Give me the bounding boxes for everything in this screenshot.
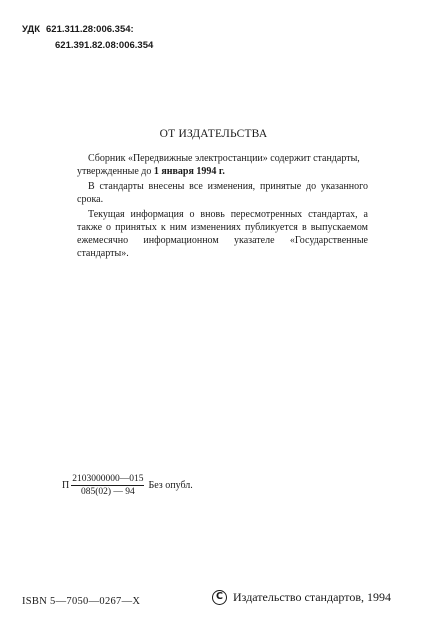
page-heading: ОТ ИЗДАТЕЛЬСТВА	[159, 128, 268, 140]
isbn: ISBN 5—7050—0267—X	[22, 596, 141, 607]
code-fraction	[71, 473, 144, 498]
udk-code-1: 621.311.28:006.354:	[46, 24, 134, 35]
code-letter: П	[62, 480, 70, 491]
approval-date: 1 января 1994 г.	[153, 166, 225, 177]
code-note: Без опубл.	[148, 480, 193, 491]
code-denominator: 085(02) — 94	[80, 487, 135, 497]
paragraph-1-line-a: Сборник «Передвижные электростанции» содержит стандарты,	[88, 153, 360, 164]
copyright-icon: C	[212, 590, 227, 605]
paragraph-2: В стандарты внесены все изменения, принятые до указанного срока.	[77, 181, 368, 205]
udk-code-2: 621.391.82.08:006.354	[55, 40, 154, 51]
udk-block	[22, 22, 153, 54]
paragraph-3: Текущая информация о вновь пересмотренных стандартах, а также о принятых к ним изменениях публикуется в выпускаемом ежемесячно информационном указателе «Государственные стандарты».	[77, 209, 368, 259]
code-numerator: 2103000000—015	[72, 474, 144, 484]
udk-label: УДК	[22, 24, 40, 35]
copyright-line	[212, 590, 391, 605]
publisher-note	[77, 152, 368, 262]
copyright-text: Издательство стандартов, 1994	[233, 590, 391, 604]
paragraph-1	[77, 152, 368, 178]
udk-line-1	[22, 22, 153, 38]
paragraph-1-prefix: утвержденные до	[77, 166, 154, 177]
publication-code	[62, 473, 193, 498]
